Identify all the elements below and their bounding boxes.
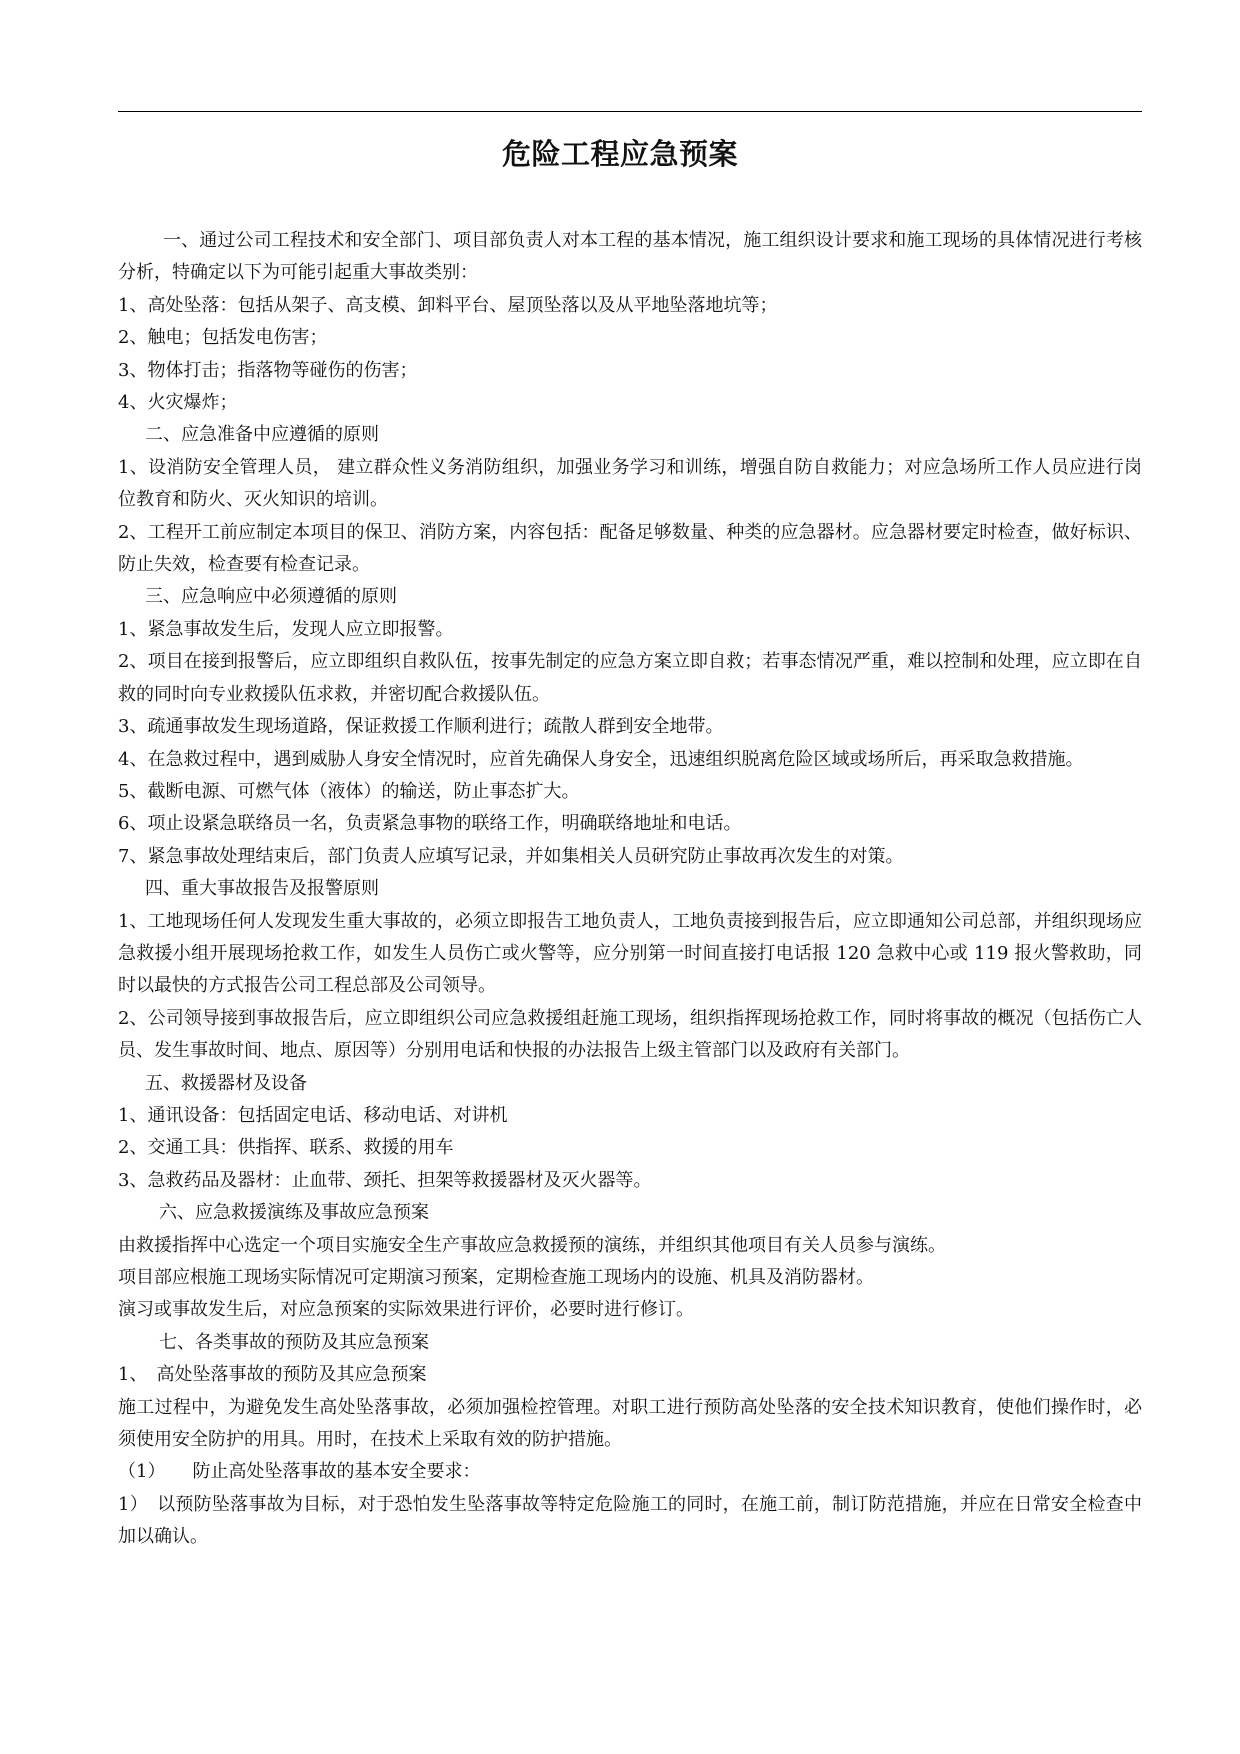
list-item: 2、公司领导接到事故报告后，应立即组织公司应急救援组赶施工现场，组织指挥现场抢救工作，同时将事故的概况（包括伤亡人员、发生事故时间、地点、原因等）分别用电话和快报的办法报告上级主管部门以及政府有关部门。 xyxy=(118,1007,1142,1062)
list-item: 1、通讯设备：包括固定电话、移动电话、对讲机 xyxy=(118,1104,508,1126)
header-rule xyxy=(118,111,1142,112)
list-item: 1、紧急事故发生后，发现人应立即报警。 xyxy=(118,618,454,640)
list-item: 6、项止设紧急联络员一名，负责紧急事物的联络工作，明确联络地址和电话。 xyxy=(118,813,742,835)
list-item: 2、项目在接到报警后，应立即组织自救队伍，按事先制定的应急方案立即自救；若事态情况严重，难以控制和处理，应立即在自救的同时向专业救援队伍求救，并密切配合救援队伍。 xyxy=(118,651,1142,705)
list-item: 2、交通工具：供指挥、联系、救援的用车 xyxy=(118,1137,454,1159)
section-heading-4: 四、重大事故报告及报警原则 xyxy=(145,878,379,900)
list-item: 1、高处坠落：包括从架子、高支模、卸料平台、屋顶坠落以及从平地坠落地坑等； xyxy=(118,294,778,316)
list-item: 2、触电；包括发电伤害； xyxy=(118,327,328,349)
section-heading-6: 六、应急救援演练及事故应急预案 xyxy=(159,1202,429,1224)
section-heading-7: 七、各类事故的预防及其应急预案 xyxy=(159,1331,429,1353)
list-item: 4、火灾爆炸； xyxy=(118,392,238,414)
body-paragraph: 演习或事故发生后，对应急预案的实际效果进行评价，必要时进行修订。 xyxy=(118,1299,694,1321)
list-item: 3、疏通事故发生现场道路，保证救援工作顺利进行；疏散人群到安全地带。 xyxy=(118,716,724,738)
section-heading-2: 二、应急准备中应遵循的原则 xyxy=(145,424,379,446)
subsection-heading: （1） 防止高处坠落事故的基本安全要求： xyxy=(118,1461,481,1483)
document-body xyxy=(118,225,1142,1554)
subsection-heading: 1、 高处坠落事故的预防及其应急预案 xyxy=(118,1364,427,1386)
body-paragraph: 1） 以预防坠落事故为目标，对于恐怕发生坠落事故等特定危险施工的同时，在施工前，制订防范措施，并应在日常安全检查中加以确认。 xyxy=(118,1493,1142,1548)
list-item: 2、工程开工前应制定本项目的保卫、消防方案，内容包括：配备足够数量、种类的应急器材。应急器材要定时检查，做好标识、防止失效，检查要有检查记录。 xyxy=(118,521,1142,576)
section-heading-3: 三、应急响应中必须遵循的原则 xyxy=(145,586,397,608)
section-heading-5: 五、救援器材及设备 xyxy=(145,1072,307,1094)
list-item: 3、急救药品及器材：止血带、颈托、担架等救援器材及灭火器等。 xyxy=(118,1169,652,1191)
list-item: 3、物体打击；指落物等碰伤的伤害； xyxy=(118,359,418,381)
list-item: 1、设消防安全管理人员， 建立群众性义务消防组织，加强业务学习和训练，增强自防自救能力；对应急场所工作人员应进行岗位教育和防火、灭火知识的培训。 xyxy=(118,456,1142,511)
list-item: 5、截断电源、可燃气体（液体）的输送，防止事态扩大。 xyxy=(118,780,580,802)
list-item: 4、在急救过程中，遇到威胁人身安全情况时，应首先确保人身安全，迅速组织脱离危险区域或场所后，再采取急救措施。 xyxy=(118,748,1084,770)
list-item: 7、紧急事故处理结束后，部门负责人应填写记录，并如集相关人员研究防止事故再次发生的对策。 xyxy=(118,845,904,867)
body-paragraph: 由救援指挥中心选定一个项目实施安全生产事故应急救援预的演练，并组织其他项目有关人员参与演练。 xyxy=(118,1234,946,1256)
section-heading-1: 一、通过公司工程技术和安全部门、项目部负责人对本工程的基本情况，施工组织设计要求和施工现场的具体情况进行考核分析，特确定以下为可能引起重大事故类别： xyxy=(118,230,1142,284)
document-title: 危险工程应急预案 xyxy=(501,137,738,171)
body-paragraph: 项目部应根施工现场实际情况可定期演习预案，定期检查施工现场内的设施、机具及消防器材。 xyxy=(118,1267,874,1288)
body-paragraph: 施工过程中，为避免发生高处坠落事故，必须加强检控管理。对职工进行预防高处坠落的安全技术知识教育，使他们操作时，必须使用安全防护的用具。用时，在技术上采取有效的防护措施。 xyxy=(118,1396,1142,1451)
list-item: 1、工地现场任何人发现发生重大事故的，必须立即报告工地负责人，工地负责接到报告后，应立即通知公司总部，并组织现场应急救援小组开展现场抢救工作，如发生人员伤亡或火警等，应分别第一时间直接打电话报 120 急救中心或 119 报火警救助，同时以最快的方式报告公司工程总部及公司领导。 xyxy=(118,910,1142,997)
